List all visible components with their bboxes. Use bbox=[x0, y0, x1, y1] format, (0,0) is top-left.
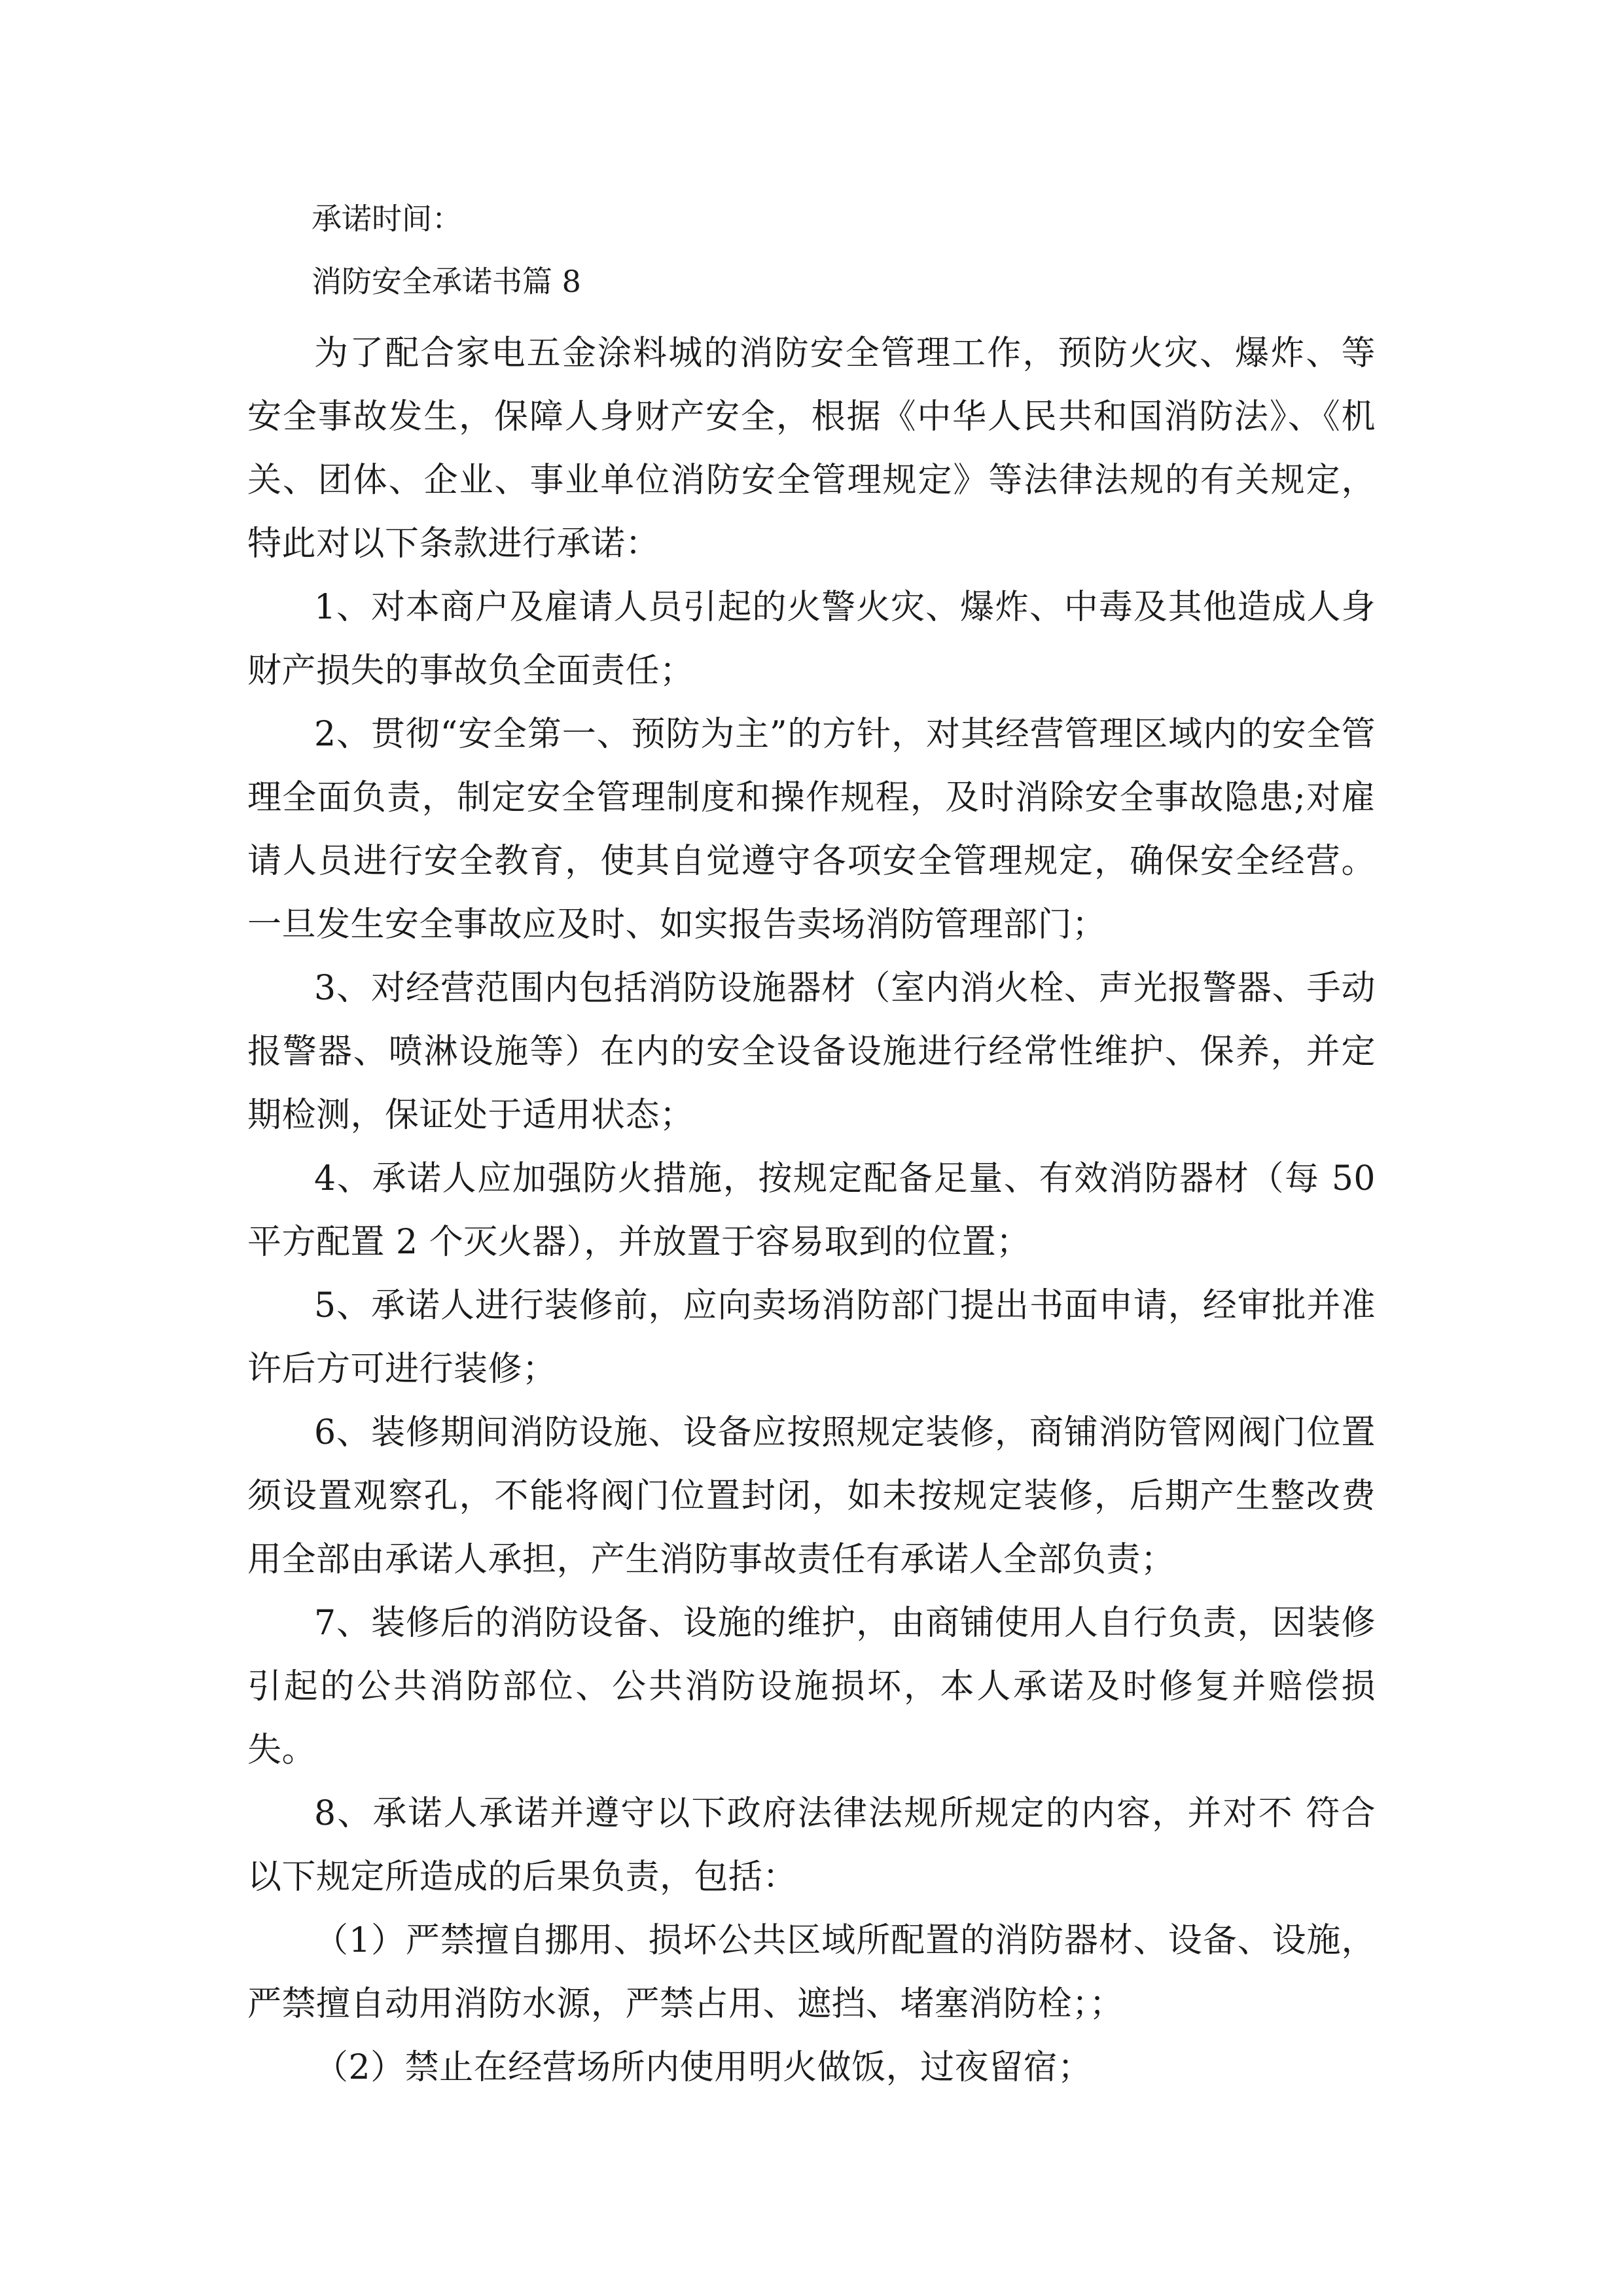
clause-1: 1、对本商户及雇请人员引起的火警火灾、爆炸、中毒及其他造成人身财产损失的事故负全面责任； bbox=[247, 588, 1376, 691]
clause-4: 4、承诺人应加强防火措施，按规定配备足量、有效消防器材（每 50 平方配置 2 个灭火器），并放置于容易取到的位置； bbox=[247, 1159, 1376, 1262]
section-heading: 消防安全承诺书篇 8 bbox=[312, 264, 581, 299]
sub-clause-1: （1）严禁擅自挪用、损坏公共区域所配置的消防器材、设备、设施，严禁擅自动用消防水源，严禁占用、遮挡、堵塞消防栓；； bbox=[247, 1921, 1376, 2024]
document-body bbox=[247, 196, 1376, 2100]
clause-2: 2、贯彻“安全第一、预防为主”的方针，对其经营管理区域内的安全管理全面负责，制定安全管理制度和操作规程，及时消除安全事故隐患;对雇请人员进行安全教育，使其自觉遵守各项安全管理规定，确保安全经营。一旦发生安全事故应及时、如实报告卖场消防管理部门； bbox=[247, 715, 1376, 944]
clause-5: 5、承诺人进行装修前，应向卖场消防部门提出书面申请，经审批并准许后方可进行装修； bbox=[247, 1286, 1376, 1389]
intro-paragraph: 为了配合家电五金涂料城的消防安全管理工作，预防火灾、爆炸、等安全事故发生，保障人身财产安全，根据《中华人民共和国消防法》、《机关、团体、企业、事业单位消防安全管理规定》等法律法规的有关规定，特此对以下条款进行承诺： bbox=[247, 334, 1376, 564]
sub-clause-2: （2）禁止在经营场所内使用明火做饭，过夜留宿； bbox=[314, 2048, 1092, 2087]
clause-8: 8、承诺人承诺并遵守以下政府法律法规所规定的内容，并对不 符合以下规定所造成的后果负责，包括： bbox=[247, 1794, 1376, 1897]
clause-6: 6、装修期间消防设施、设备应按照规定装修，商铺消防管网阀门位置须设置观察孔，不能将阀门位置封闭，如未按规定装修，后期产生整改费用全部由承诺人承担，产生消防事故责任有承诺人全部负责； bbox=[247, 1413, 1376, 1579]
clause-7: 7、装修后的消防设备、设施的维护，由商铺使用人自行负责，因装修引起的公共消防部位、公共消防设施损坏，本人承诺及时修复并赔偿损失。 bbox=[247, 1604, 1376, 1770]
clause-3: 3、对经营范围内包括消防设施器材（室内消火栓、声光报警器、手动报警器、喷淋设施等）在内的安全设备设施进行经常性维护、保养，并定期检测，保证处于适用状态； bbox=[247, 969, 1376, 1135]
commitment-time-label: 承诺时间： bbox=[312, 201, 462, 236]
